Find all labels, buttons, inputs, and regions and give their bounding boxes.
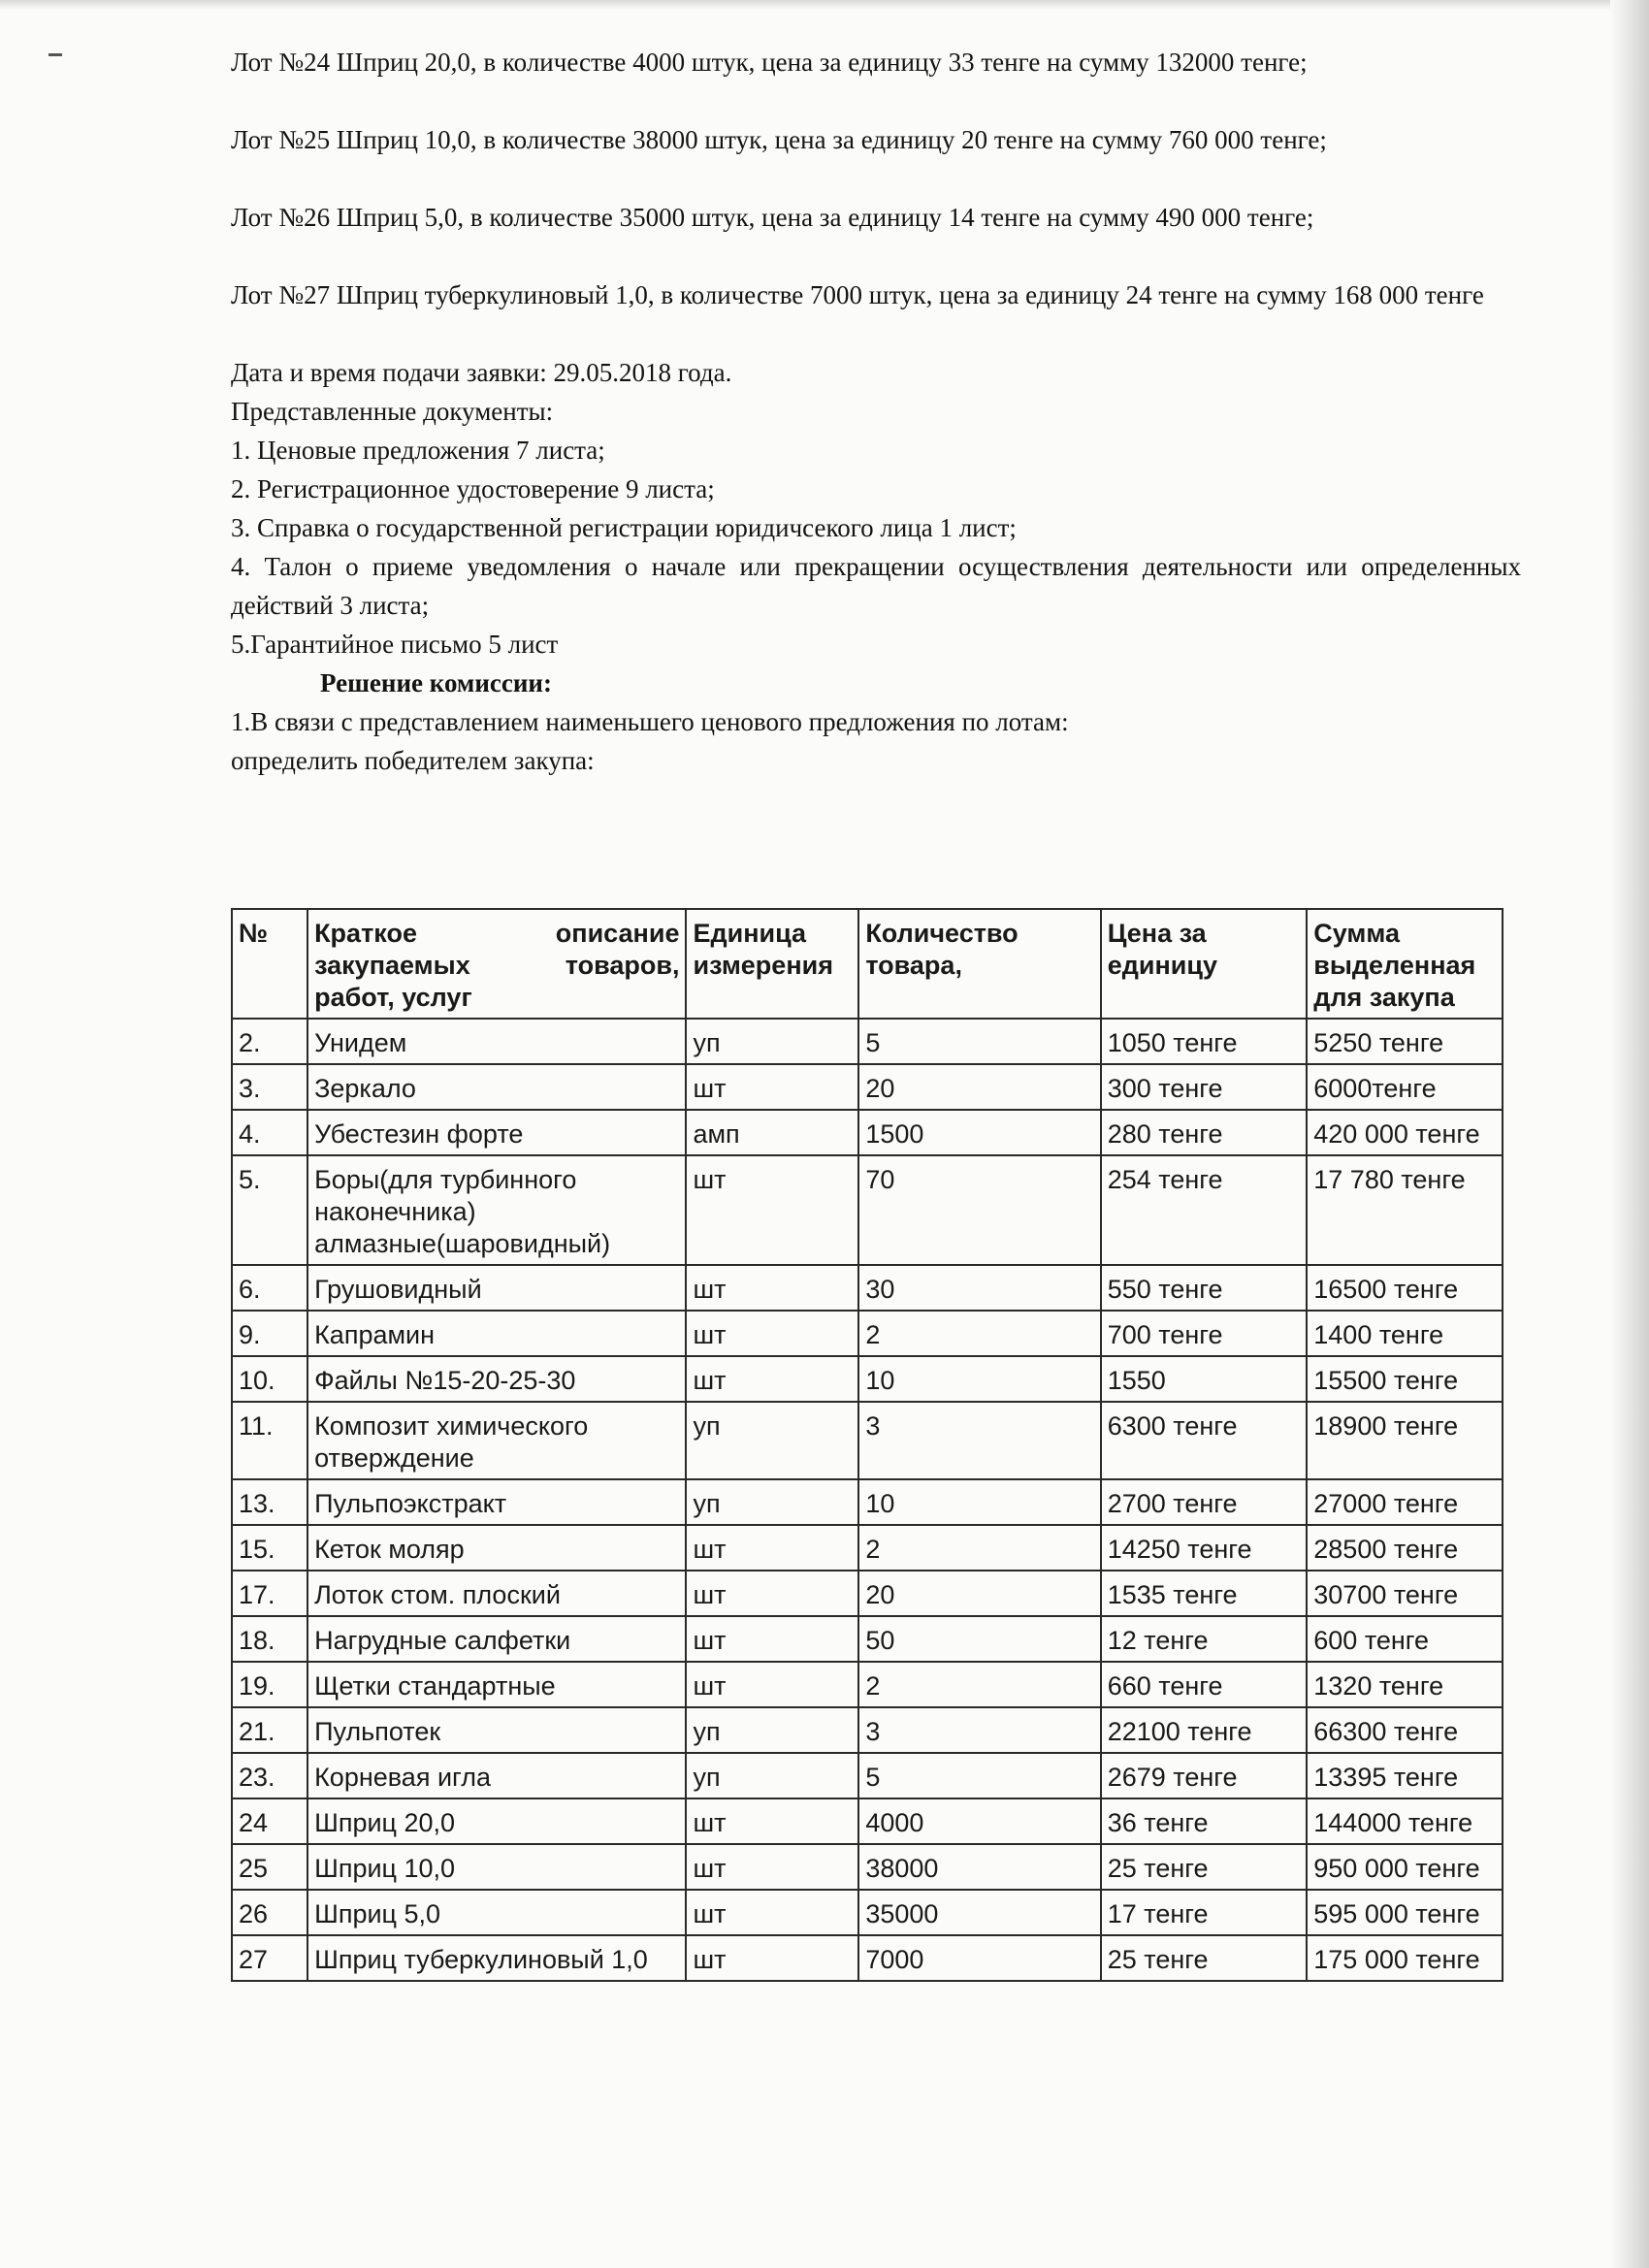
allocated-sum: 18900 тенге [1307, 1402, 1503, 1479]
table-row [232, 1311, 1503, 1356]
table-row [232, 1064, 1503, 1110]
decision-text: 1.В связи с представлением наименьшего ценового предложения по лотам: [231, 707, 1069, 736]
document-item: 2. Регистрационное удостоверение 9 листа; [231, 474, 715, 503]
table-row [232, 1707, 1503, 1753]
lot-paragraph: Лот №26 Шприц 5,0, в количестве 35000 штук, цена за единицу 14 тенге на сумму 490 000 тенге; [231, 203, 1314, 232]
item-description: Шприц туберкулиновый 1,0 [307, 1935, 686, 1981]
unit-price: 300 тенге [1101, 1064, 1308, 1110]
item-description: Боры(для турбинного наконечника) алмазные(шаровидный) [307, 1155, 686, 1265]
row-number: 5. [232, 1155, 307, 1265]
allocated-sum: 17 780 тенге [1307, 1155, 1503, 1265]
quantity: 35000 [858, 1890, 1100, 1935]
item-description: Унидем [307, 1019, 686, 1064]
unit: уп [686, 1019, 858, 1064]
allocated-sum: 175 000 тенге [1307, 1935, 1503, 1981]
quantity: 3 [858, 1402, 1100, 1479]
table-header-row [232, 909, 1503, 1019]
unit-price: 1535 тенге [1101, 1571, 1308, 1616]
row-number: 25 [232, 1844, 307, 1890]
allocated-sum: 6000тенге [1307, 1064, 1503, 1110]
header-price: Цена за единицу [1101, 909, 1308, 1019]
unit-price: 36 тенге [1101, 1798, 1308, 1844]
lot-paragraph: Лот №27 Шприц туберкулиновый 1,0, в количестве 7000 штук, цена за единицу 24 тенге на сумму 168 000 тенге [231, 280, 1484, 309]
row-number: 21. [232, 1707, 307, 1753]
quantity: 10 [858, 1356, 1100, 1402]
item-description: Композит химического отверждение [307, 1402, 686, 1479]
table-row [232, 1479, 1503, 1525]
table-row [232, 1525, 1503, 1571]
item-description: Шприц 10,0 [307, 1844, 686, 1890]
quantity: 7000 [858, 1935, 1100, 1981]
unit-price: 12 тенге [1101, 1616, 1308, 1662]
quantity: 50 [858, 1616, 1100, 1662]
allocated-sum: 16500 тенге [1307, 1265, 1503, 1311]
row-number: 13. [232, 1479, 307, 1525]
unit-price: 17 тенге [1101, 1890, 1308, 1935]
item-description: Шприц 5,0 [307, 1890, 686, 1935]
row-number: 19. [232, 1662, 307, 1707]
unit-price: 6300 тенге [1101, 1402, 1308, 1479]
unit: шт [686, 1844, 858, 1890]
winner-text: определить победителем закупа: [231, 746, 595, 775]
document-item: 4. Талон о приеме уведомления о начале или прекращении осуществления деятельности или определенных действий 3 листа; [231, 552, 1521, 620]
table-row [232, 1935, 1503, 1981]
unit: шт [686, 1525, 858, 1571]
document-body [231, 43, 1521, 780]
quantity: 3 [858, 1707, 1100, 1753]
unit: шт [686, 1064, 858, 1110]
item-description: Капрамин [307, 1311, 686, 1356]
unit-price: 1550 [1101, 1356, 1308, 1402]
allocated-sum: 600 тенге [1307, 1616, 1503, 1662]
quantity: 1500 [858, 1110, 1100, 1155]
row-number: 24 [232, 1798, 307, 1844]
table-row [232, 1571, 1503, 1616]
unit-price: 2679 тенге [1101, 1753, 1308, 1798]
row-number: 27 [232, 1935, 307, 1981]
item-description: Шприц 20,0 [307, 1798, 686, 1844]
unit-price: 550 тенге [1101, 1265, 1308, 1311]
row-number: 3. [232, 1064, 307, 1110]
unit: шт [686, 1890, 858, 1935]
row-number: 26 [232, 1890, 307, 1935]
item-description: Щетки стандартные [307, 1662, 686, 1707]
allocated-sum: 30700 тенге [1307, 1571, 1503, 1616]
table-row [232, 1753, 1503, 1798]
unit-price: 14250 тенге [1101, 1525, 1308, 1571]
row-number: 4. [232, 1110, 307, 1155]
unit-price: 22100 тенге [1101, 1707, 1308, 1753]
allocated-sum: 28500 тенге [1307, 1525, 1503, 1571]
header-sum: Сумма выделенная для закупа [1307, 909, 1503, 1019]
decision-heading: Решение комиссии: [320, 668, 552, 697]
lot-paragraph: Лот №25 Шприц 10,0, в количестве 38000 штук, цена за единицу 20 тенге на сумму 760 000 тенге; [231, 125, 1327, 154]
header-number: № [232, 909, 307, 1019]
unit: шт [686, 1571, 858, 1616]
header-unit: Единица измерения [686, 909, 858, 1019]
unit: шт [686, 1155, 858, 1265]
item-description: Лоток стом. плоский [307, 1571, 686, 1616]
item-description: Грушовидный [307, 1265, 686, 1311]
quantity: 4000 [858, 1798, 1100, 1844]
quantity: 10 [858, 1479, 1100, 1525]
item-description: Зеркало [307, 1064, 686, 1110]
table-row [232, 1019, 1503, 1064]
allocated-sum: 595 000 тенге [1307, 1890, 1503, 1935]
submission-date: Дата и время подачи заявки: 29.05.2018 года. [231, 358, 732, 387]
unit: амп [686, 1110, 858, 1155]
item-description: Нагрудные салфетки [307, 1616, 686, 1662]
unit: шт [686, 1935, 858, 1981]
item-description: Корневая игла [307, 1753, 686, 1798]
unit-price: 2700 тенге [1101, 1479, 1308, 1525]
quantity: 5 [858, 1753, 1100, 1798]
unit: шт [686, 1356, 858, 1402]
quantity: 2 [858, 1525, 1100, 1571]
table-row [232, 1798, 1503, 1844]
header-quantity: Количество товара, [858, 909, 1100, 1019]
item-description: Убестезин форте [307, 1110, 686, 1155]
table-body [232, 1019, 1503, 1981]
unit: шт [686, 1265, 858, 1311]
unit-price: 660 тенге [1101, 1662, 1308, 1707]
row-number: 17. [232, 1571, 307, 1616]
header-description: Краткое описание закупаемых товаров, работ, услуг [307, 909, 686, 1019]
row-number: 18. [232, 1616, 307, 1662]
unit-price: 280 тенге [1101, 1110, 1308, 1155]
unit: шт [686, 1798, 858, 1844]
procurement-table [231, 908, 1504, 1982]
allocated-sum: 27000 тенге [1307, 1479, 1503, 1525]
unit: шт [686, 1662, 858, 1707]
allocated-sum: 420 000 тенге [1307, 1110, 1503, 1155]
row-number: 2. [232, 1019, 307, 1064]
lot-paragraph: Лот №24 Шприц 20,0, в количестве 4000 штук, цена за единицу 33 тенге на сумму 132000 тенге; [231, 48, 1308, 77]
row-number: 6. [232, 1265, 307, 1311]
allocated-sum: 1320 тенге [1307, 1662, 1503, 1707]
quantity: 38000 [858, 1844, 1100, 1890]
table-row [232, 1662, 1503, 1707]
table-row [232, 1356, 1503, 1402]
scan-edge-top [0, 0, 1649, 10]
unit: шт [686, 1616, 858, 1662]
allocated-sum: 15500 тенге [1307, 1356, 1503, 1402]
quantity: 2 [858, 1311, 1100, 1356]
unit-price: 25 тенге [1101, 1935, 1308, 1981]
unit-price: 700 тенге [1101, 1311, 1308, 1356]
row-number: 15. [232, 1525, 307, 1571]
table-row [232, 1110, 1503, 1155]
unit: шт [686, 1311, 858, 1356]
item-description: Кеток моляр [307, 1525, 686, 1571]
quantity: 5 [858, 1019, 1100, 1064]
row-number: 9. [232, 1311, 307, 1356]
quantity: 70 [858, 1155, 1100, 1265]
document-item: 3. Справка о государственной регистрации юридичсекого лица 1 лист; [231, 513, 1017, 542]
allocated-sum: 950 000 тенге [1307, 1844, 1503, 1890]
quantity: 20 [858, 1064, 1100, 1110]
unit-price: 1050 тенге [1101, 1019, 1308, 1064]
table-row [232, 1844, 1503, 1890]
quantity: 20 [858, 1571, 1100, 1616]
document-item: 5.Гарантийное письмо 5 лист [231, 630, 559, 659]
scan-mark [48, 53, 62, 56]
table-row [232, 1402, 1503, 1479]
scan-edge-right [1610, 0, 1649, 2268]
table-row [232, 1616, 1503, 1662]
unit: уп [686, 1402, 858, 1479]
row-number: 23. [232, 1753, 307, 1798]
allocated-sum: 13395 тенге [1307, 1753, 1503, 1798]
table-row [232, 1155, 1503, 1265]
unit: уп [686, 1753, 858, 1798]
row-number: 10. [232, 1356, 307, 1402]
allocated-sum: 144000 тенге [1307, 1798, 1503, 1844]
item-description: Пульпотек [307, 1707, 686, 1753]
quantity: 2 [858, 1662, 1100, 1707]
unit: уп [686, 1479, 858, 1525]
item-description: Файлы №15-20-25-30 [307, 1356, 686, 1402]
unit-price: 254 тенге [1101, 1155, 1308, 1265]
unit-price: 25 тенге [1101, 1844, 1308, 1890]
table-row [232, 1265, 1503, 1311]
row-number: 11. [232, 1402, 307, 1479]
allocated-sum: 1400 тенге [1307, 1311, 1503, 1356]
allocated-sum: 5250 тенге [1307, 1019, 1503, 1064]
item-description: Пульпоэкстракт [307, 1479, 686, 1525]
quantity: 30 [858, 1265, 1100, 1311]
documents-title: Представленные документы: [231, 397, 554, 426]
unit: уп [686, 1707, 858, 1753]
allocated-sum: 66300 тенге [1307, 1707, 1503, 1753]
table-row [232, 1890, 1503, 1935]
document-item: 1. Ценовые предложения 7 листа; [231, 436, 605, 465]
